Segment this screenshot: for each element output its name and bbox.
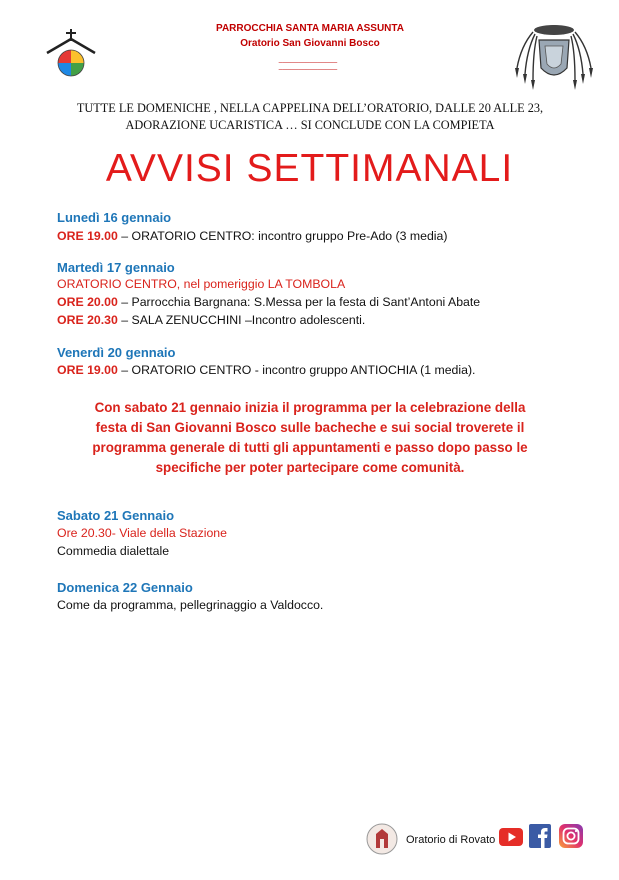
announcement-line: Con sabato 21 gennaio inizia il programma per la celebrazione della [94, 400, 526, 415]
announcement-block [40, 398, 580, 478]
youtube-icon[interactable] [499, 828, 523, 846]
parish-name: PARROCCHIA SANTA MARIA ASSUNTA [216, 23, 404, 34]
bishop-crest-icon [503, 16, 605, 92]
footer-label: Oratorio di Rovato [406, 834, 496, 846]
event-detail: Ore 20.30- Viale della Stazione [57, 526, 227, 540]
event-time: ORE 19.00 [57, 363, 118, 377]
event-text: – ORATORIO CENTRO - incontro gruppo ANTIOCHIA (1 media). [117, 363, 476, 377]
footer [366, 822, 596, 858]
page-title: AVVISI SETTIMANALI [105, 147, 514, 190]
event-text: – SALA ZENUCCHINI –Incontro adolescenti. [117, 313, 366, 327]
facebook-icon[interactable] [529, 824, 551, 848]
event-line [57, 363, 475, 377]
header-divider: _______________ _______________ [278, 56, 338, 70]
event-line [57, 313, 365, 327]
church-puzzle-logo [44, 27, 98, 91]
event-time: ORE 20.30 [57, 313, 118, 327]
day-heading-monday: Lunedì 16 gennaio [57, 210, 172, 225]
event-highlight: ORATORIO CENTRO, nel pomeriggio LA TOMBOLA [57, 277, 346, 291]
event-text: – ORATORIO CENTRO: incontro gruppo Pre-Ado (3 media) [117, 229, 448, 243]
day-heading-tuesday: Martedì 17 gennaio [57, 260, 175, 275]
event-text: Come da programma, pellegrinaggio a Valdocco. [57, 598, 324, 612]
instagram-icon[interactable] [559, 824, 583, 848]
event-time: ORE 20.00 [57, 295, 118, 309]
oratory-logo-icon [366, 822, 398, 856]
event-text: Commedia dialettale [57, 544, 170, 558]
day-heading-friday: Venerdì 20 gennaio [57, 345, 176, 360]
day-heading-sunday: Domenica 22 Gennaio [57, 580, 193, 595]
announcement-line: programma generale di tutti gli appuntamenti e passo dopo passo le [92, 440, 528, 455]
oratory-name: Oratorio San Giovanni Bosco [240, 38, 380, 49]
event-line [57, 229, 447, 243]
announcement-line: specifiche per poter partecipare come comunità. [155, 460, 465, 475]
adoration-notice-line1: TUTTE LE DOMENICHE , NELLA CAPPELINA DELL’ORATORIO, DALLE 20 ALLE 23, [76, 101, 544, 115]
day-heading-saturday: Sabato 21 Gennaio [57, 508, 175, 523]
event-line [57, 295, 480, 309]
adoration-notice-line2: ADORAZIONE UCARISTICA … SI CONCLUDE CON LA COMPIETA [125, 118, 495, 132]
event-time: ORE 19.00 [57, 229, 118, 243]
event-text: – Parrocchia Bargnana: S.Messa per la festa di Sant’Antoni Abate [117, 295, 481, 309]
announcement-line: festa di San Giovanni Bosco sulle bacheche e sui social troverete il [95, 420, 525, 435]
